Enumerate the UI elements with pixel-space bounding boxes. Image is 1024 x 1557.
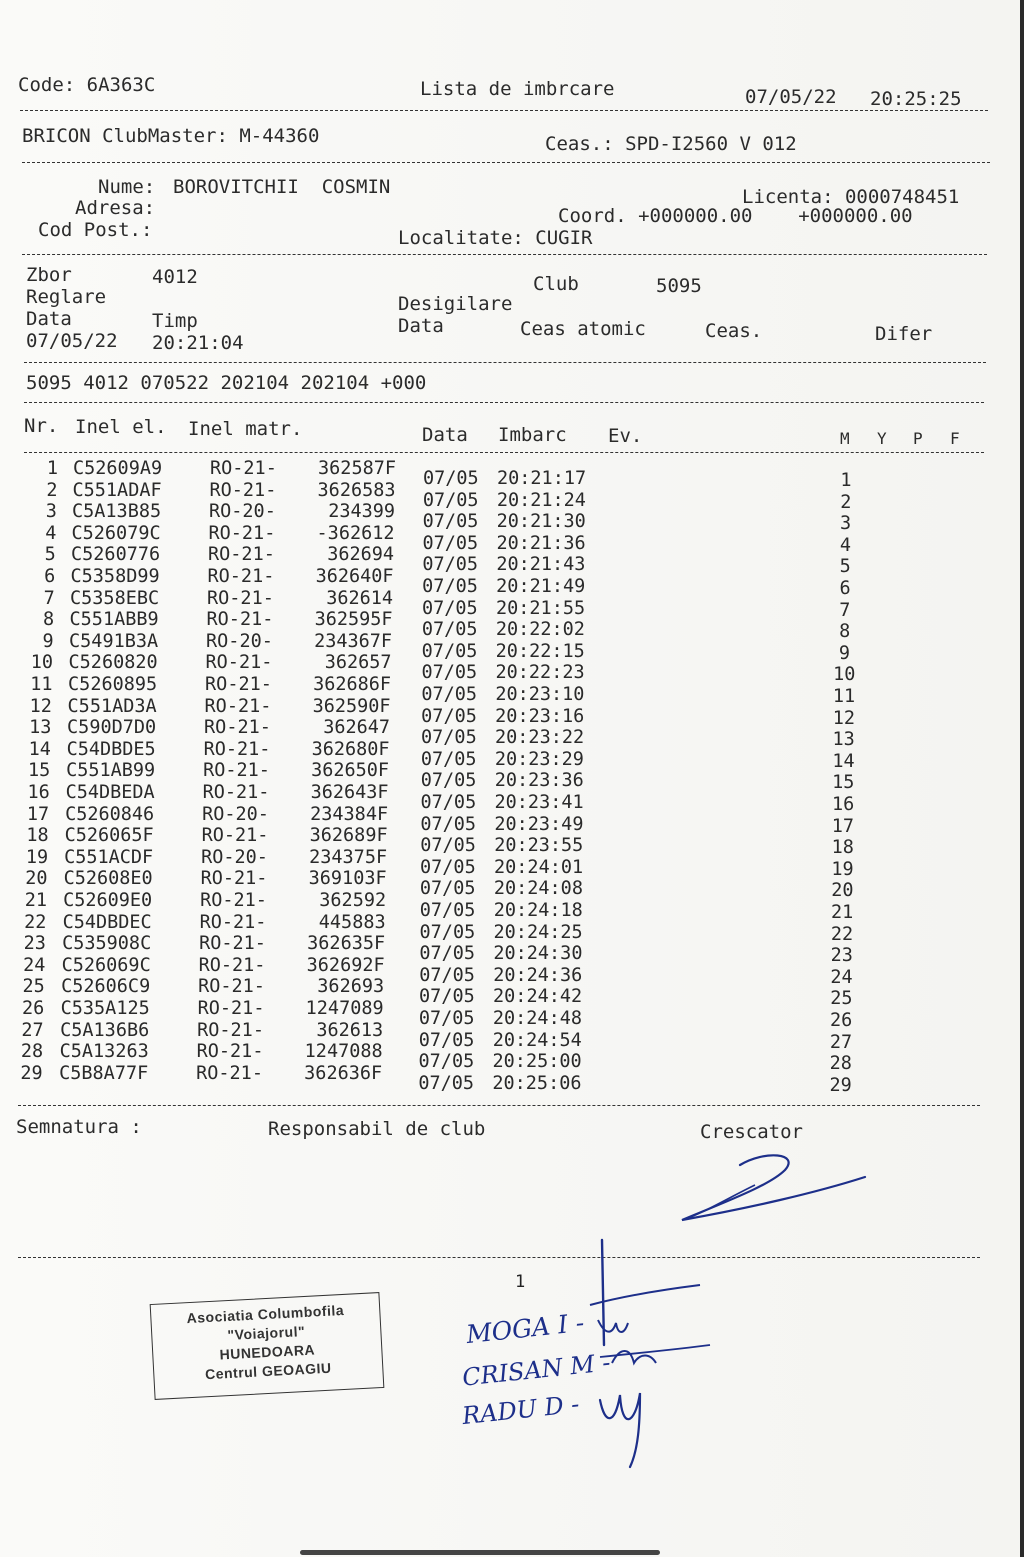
ring-prefix: RO-21-	[202, 782, 270, 803]
col-data: Data	[422, 424, 468, 446]
ring-number: 3626583	[317, 479, 396, 501]
stamp-line-3: HUNEDOARA	[219, 1341, 316, 1363]
ring-prefix: RO-21-	[207, 587, 274, 609]
position-m: 11	[832, 686, 856, 707]
electronic-ring: C551ACDF	[64, 846, 154, 868]
arrival-date: 07/05	[421, 684, 478, 705]
ring-number: 1247089	[305, 998, 384, 1019]
position-m: 9	[838, 642, 851, 664]
position-m: 21	[831, 902, 854, 923]
electronic-ring: C54DBEDA	[65, 782, 155, 803]
electronic-ring: C526065F	[64, 825, 154, 847]
arrival-time: 20:24:25	[493, 921, 583, 943]
position-m: 28	[829, 1053, 852, 1075]
ring-prefix: RO-21-	[199, 933, 266, 955]
electronic-ring: C52609E0	[63, 890, 153, 911]
position-m: 10	[833, 664, 856, 686]
position-m: 19	[831, 858, 854, 880]
row-number: 7	[43, 587, 55, 609]
col-f: F	[950, 429, 960, 448]
arrival-date: 07/05	[422, 489, 479, 511]
position-m: 4	[839, 534, 851, 556]
ring-prefix: RO-21-	[201, 825, 269, 847]
arrival-date: 07/05	[422, 597, 478, 619]
arrival-date: 07/05	[423, 468, 479, 489]
ring-number: 369103F	[308, 868, 387, 890]
club-stamp	[150, 1292, 385, 1400]
arrival-time: 20:23:10	[495, 684, 585, 705]
arrival-date: 07/05	[421, 640, 478, 662]
col-p: P	[913, 429, 923, 448]
arrival-time: 20:21:36	[496, 532, 586, 554]
arrival-time: 20:21:49	[496, 576, 586, 597]
arrival-time: 20:21:17	[497, 468, 587, 489]
row-number: 15	[28, 760, 51, 782]
stamp-line-4: Centrul GEOAGIU	[204, 1359, 332, 1383]
arrival-date: 07/05	[422, 554, 479, 576]
position-m: 27	[829, 1031, 853, 1053]
clock-label: Ceas.	[705, 320, 763, 342]
row-number: 8	[43, 609, 55, 631]
ring-prefix: RO-20-	[206, 630, 273, 652]
locality: Localitate: CUGIR	[398, 227, 593, 249]
reglare-date: 07/05/22	[26, 330, 118, 352]
electronic-ring: C54DBDE5	[66, 738, 156, 760]
arrival-date: 07/05	[422, 576, 478, 597]
position-m: 24	[830, 966, 853, 988]
data-label: Data	[26, 308, 72, 330]
divider	[20, 110, 988, 111]
ring-prefix: RO-21-	[206, 609, 274, 631]
electronic-ring: C52606C9	[61, 976, 151, 998]
zbor-value: 4012	[152, 266, 198, 288]
header-date: 07/05/22	[745, 86, 837, 108]
ring-prefix: RO-21-	[204, 717, 271, 739]
arrival-date: 07/05	[422, 511, 479, 533]
row-number: 16	[27, 782, 50, 803]
col-inel-matr: Inel matr.	[188, 418, 303, 440]
arrival-time: 20:21:43	[496, 554, 586, 576]
arrival-date: 07/05	[419, 900, 476, 921]
arrival-time: 20:22:15	[495, 640, 585, 662]
electronic-ring: C551ADAF	[72, 479, 162, 501]
arrival-date: 07/05	[420, 748, 477, 770]
arrival-time: 20:23:49	[494, 813, 584, 835]
electronic-ring: C5358D99	[70, 566, 160, 587]
name-label: Nume:	[98, 176, 156, 198]
electronic-ring: C5260895	[68, 674, 158, 695]
document-code: Code: 6A363C	[18, 74, 156, 96]
page-number: 1	[515, 1272, 526, 1292]
scan-edge	[300, 1550, 660, 1555]
ring-prefix: RO-21-	[197, 1019, 264, 1041]
electronic-ring: C52609A9	[73, 458, 163, 479]
divider	[22, 162, 990, 163]
stamp-line-2: "Voiajorul"	[227, 1322, 306, 1344]
ring-number: 234367F	[314, 630, 393, 652]
row-number: 6	[44, 566, 56, 587]
ring-number: 234399	[328, 501, 396, 523]
ring-number: 362592	[319, 890, 387, 911]
ring-prefix: RO-21-	[197, 998, 265, 1019]
ring-prefix: RO-21-	[198, 954, 266, 976]
divider	[18, 1105, 980, 1106]
electronic-ring: C54DBDEC	[62, 911, 152, 933]
row-number: 1	[46, 458, 58, 479]
col-y: Y	[877, 429, 887, 448]
ring-prefix: RO-21-	[203, 760, 270, 782]
row-number: 13	[29, 717, 52, 739]
ring-number: 362595F	[314, 609, 393, 631]
ring-number: 445883	[318, 911, 386, 933]
arrival-time: 20:23:16	[495, 705, 585, 727]
ring-number: 362640F	[315, 566, 394, 587]
arrival-time: 20:22:02	[495, 619, 585, 641]
electronic-ring: C5A13B85	[72, 501, 162, 523]
position-m: 22	[830, 923, 854, 945]
arrival-time: 20:24:01	[494, 856, 584, 878]
ring-number: 362587F	[318, 458, 396, 479]
coordinates: Coord. +000000.00 +000000.00	[558, 205, 913, 227]
position-m: 13	[832, 729, 855, 751]
arrival-time: 20:24:54	[492, 1029, 582, 1051]
row-number: 23	[23, 933, 46, 955]
reglare-label: Reglare	[26, 286, 107, 308]
electronic-ring: C5A13263	[59, 1041, 149, 1063]
arrival-date: 07/05	[419, 964, 475, 986]
divider	[18, 1257, 980, 1258]
club-responsible-label: Responsabil de club	[268, 1118, 486, 1140]
electronic-ring: C5260820	[68, 652, 158, 674]
arrival-time: 20:21:24	[496, 489, 586, 511]
atomic-clock-label: Ceas atomic	[520, 318, 646, 340]
address-label: Adresa:	[75, 197, 156, 219]
stamp-line-1: Asociatia Columbofila	[186, 1301, 345, 1327]
col-m: M	[840, 429, 850, 448]
arrival-time: 20:22:23	[495, 662, 585, 684]
signature-label: Semnatura :	[16, 1116, 142, 1138]
ring-prefix: RO-21-	[203, 738, 271, 760]
position-m: 12	[832, 707, 856, 729]
ring-prefix: RO-20-	[201, 846, 268, 868]
electronic-ring: C535908C	[62, 933, 152, 955]
ring-prefix: RO-21-	[205, 674, 272, 695]
arrival-date: 07/05	[421, 705, 477, 727]
handwritten-name-3: RADU D -	[460, 1389, 581, 1431]
arrival-date: 07/05	[419, 943, 476, 965]
row-number: 5	[44, 544, 56, 566]
breeder-signature	[670, 1145, 880, 1230]
ring-prefix: RO-20-	[209, 501, 276, 523]
row-number: 18	[26, 825, 49, 847]
arrival-date: 07/05	[421, 662, 478, 684]
zbor-label: Zbor	[26, 264, 72, 286]
col-ev: Ev.	[608, 425, 643, 447]
clock-id: Ceas.: SPD-I2560 V 012	[545, 133, 797, 155]
handwritten-name-2: CRISAN M -	[460, 1348, 612, 1392]
electronic-ring: C5260776	[71, 544, 161, 566]
club-label: Club	[533, 273, 579, 295]
col-imbarc: Imbarc	[498, 424, 567, 446]
owner-name: BOROVITCHII COSMIN	[173, 176, 391, 198]
ring-number: 362692F	[306, 954, 385, 976]
arrival-date: 07/05	[420, 770, 477, 792]
row-number: 28	[20, 1041, 44, 1063]
arrival-date: 07/05	[420, 856, 476, 878]
ring-number: 1247088	[304, 1041, 383, 1063]
row-number: 2	[46, 479, 58, 501]
arrival-date: 07/05	[418, 1051, 475, 1073]
ring-number: 362650F	[311, 760, 390, 782]
arrival-date: 07/05	[419, 921, 476, 943]
flight-code-line: 5095 4012 070522 202104 202104 +000	[26, 372, 427, 394]
arrival-time: 20:23:55	[494, 835, 584, 857]
arrival-time: 20:24:48	[492, 1008, 582, 1029]
ring-prefix: RO-21-	[198, 976, 265, 998]
position-m: 3	[840, 513, 852, 535]
arrival-time: 20:23:29	[494, 748, 584, 770]
ring-number: 362647	[323, 717, 391, 739]
row-number: 27	[21, 1019, 44, 1041]
ring-number: -362612	[316, 522, 395, 544]
col-nr: Nr.	[24, 415, 59, 437]
desigilare-data-label: Data	[398, 315, 444, 337]
electronic-ring: C52608E0	[63, 868, 153, 890]
row-number: 29	[20, 1062, 43, 1084]
arrival-time: 20:21:55	[496, 597, 586, 619]
arrival-date: 07/05	[419, 986, 475, 1008]
row-number: 24	[23, 954, 46, 976]
position-m: 6	[839, 578, 851, 599]
difference-label: Difer	[875, 323, 933, 345]
position-m: 5	[839, 556, 851, 578]
ring-number: 362686F	[313, 674, 392, 695]
electronic-ring: C526079C	[71, 522, 161, 544]
position-m: 7	[839, 599, 851, 621]
breeder-label: Crescator	[700, 1121, 803, 1143]
row-number: 11	[30, 674, 53, 695]
ring-number: 362614	[326, 587, 394, 609]
document-title: Lista de imbrcare	[420, 78, 615, 100]
arrival-time: 20:23:41	[494, 792, 584, 813]
position-m: 17	[831, 815, 855, 837]
arrival-date: 07/05	[419, 878, 476, 900]
ring-number: 362689F	[309, 825, 388, 847]
row-number: 26	[21, 998, 45, 1019]
ring-number: 362694	[327, 544, 395, 566]
arrival-date: 07/05	[420, 835, 476, 857]
arrival-date: 07/05	[418, 1072, 475, 1094]
arrival-time: 20:24:30	[493, 943, 583, 965]
ring-prefix: RO-21-	[208, 544, 275, 566]
header-time: 20:25:25	[870, 88, 962, 110]
electronic-ring: C590D7D0	[67, 717, 157, 739]
row-number: 20	[25, 868, 48, 890]
arrival-date: 07/05	[418, 1008, 475, 1029]
club-value: 5095	[656, 275, 702, 297]
timp-label: Timp	[152, 310, 198, 332]
row-number: 21	[24, 890, 47, 911]
row-number: 10	[30, 652, 54, 674]
arrival-time: 20:23:22	[495, 727, 585, 749]
position-m: 20	[831, 880, 854, 902]
arrival-time: 20:25:00	[492, 1051, 582, 1073]
row-number: 25	[22, 976, 45, 998]
arrival-time: 20:24:18	[493, 900, 583, 921]
postcode-label: Cod Post.:	[38, 219, 153, 241]
arrival-date: 07/05	[422, 532, 479, 554]
row-number: 17	[26, 803, 50, 825]
arrival-date: 07/05	[418, 1029, 475, 1051]
divider	[24, 452, 984, 453]
ring-prefix: RO-21-	[196, 1041, 264, 1063]
row-number: 19	[25, 846, 49, 868]
electronic-ring: C5491B3A	[69, 630, 159, 652]
ring-prefix: RO-21-	[204, 695, 272, 717]
ring-number: 362657	[324, 652, 392, 674]
electronic-ring: C526069C	[61, 954, 151, 976]
electronic-ring: C5358EBC	[70, 587, 160, 609]
license-number: Licenta: 0000748451	[742, 186, 960, 208]
divider	[22, 254, 987, 255]
ring-prefix: RO-21-	[210, 458, 277, 479]
ring-number: 362643F	[310, 782, 389, 803]
ring-number: 362680F	[311, 738, 390, 760]
ring-number: 362590F	[312, 695, 391, 717]
position-m: 29	[829, 1074, 852, 1096]
arrival-time: 20:21:30	[496, 511, 586, 533]
position-m: 23	[830, 945, 853, 967]
ring-number: 234375F	[309, 846, 388, 868]
arrival-date: 07/05	[420, 813, 477, 835]
arrival-time: 20:24:42	[493, 986, 583, 1008]
ring-prefix: RO-21-	[209, 479, 277, 501]
electronic-ring: C5B8A77F	[59, 1062, 149, 1084]
position-m: 18	[831, 837, 854, 859]
ring-prefix: RO-21-	[196, 1062, 263, 1084]
position-m: 26	[830, 1010, 853, 1031]
row-number: 4	[45, 522, 57, 544]
divider	[24, 362, 986, 363]
handwritten-name-1: MOGA I -	[464, 1307, 586, 1350]
ring-number: 362613	[316, 1019, 384, 1041]
ring-prefix: RO-21-	[199, 911, 267, 933]
clubmaster-id: BRICON ClubMaster: M-44360	[22, 125, 320, 147]
ring-prefix: RO-21-	[200, 890, 267, 911]
arrival-time: 20:24:08	[493, 878, 583, 900]
arrival-date: 07/05	[420, 792, 477, 813]
arrival-date: 07/05	[421, 619, 478, 641]
row-number: 12	[29, 695, 52, 717]
position-m: 25	[830, 988, 853, 1010]
arrival-time: 20:25:06	[492, 1072, 582, 1094]
row-number: 9	[42, 630, 54, 652]
position-m: 15	[832, 772, 855, 794]
commission-signatures	[560, 1235, 730, 1475]
row-number: 14	[28, 738, 51, 760]
ring-number: 362636F	[304, 1062, 383, 1084]
electronic-ring: C551AD3A	[67, 695, 157, 717]
col-inel-el: Inel el.	[75, 416, 167, 438]
position-m: 14	[832, 750, 855, 772]
reglare-time: 20:21:04	[152, 332, 244, 354]
desigilare-label: Desigilare	[398, 293, 513, 315]
electronic-ring: C5260846	[65, 803, 155, 825]
divider	[24, 402, 984, 403]
ring-prefix: RO-20-	[202, 803, 269, 825]
ring-prefix: RO-21-	[208, 522, 276, 544]
arrival-time: 20:24:36	[493, 964, 583, 986]
row-number: 22	[24, 911, 47, 933]
ring-number: 234384F	[310, 803, 389, 825]
position-m: 16	[831, 794, 855, 815]
ring-prefix: RO-21-	[205, 652, 273, 674]
position-m: 8	[839, 621, 851, 643]
row-number: 3	[45, 501, 57, 523]
electronic-ring: C5A136B6	[60, 1019, 150, 1041]
page-edge-shadow	[1020, 0, 1024, 1557]
electronic-ring: C551AB99	[66, 760, 156, 782]
position-m: 2	[840, 491, 852, 513]
ring-prefix: RO-21-	[207, 566, 275, 587]
ring-number: 362635F	[307, 933, 386, 955]
arrival-time: 20:23:36	[494, 770, 584, 792]
ring-prefix: RO-21-	[200, 868, 268, 890]
ring-number: 362693	[317, 976, 385, 998]
position-m: 1	[840, 470, 852, 491]
arrival-date: 07/05	[421, 727, 477, 749]
electronic-ring: C551ABB9	[69, 609, 159, 631]
electronic-ring: C535A125	[60, 998, 150, 1019]
